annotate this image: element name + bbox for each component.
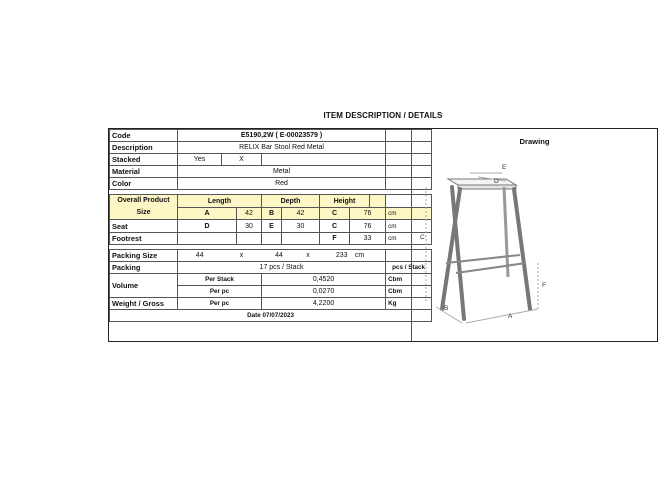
volume-per-stack-value: 0,4520 <box>262 273 386 285</box>
material-value: Metal <box>178 166 386 178</box>
row-code <box>110 130 432 142</box>
height-header: Height <box>320 195 370 208</box>
drawing-title: Drawing <box>519 137 550 146</box>
weight-label: Weight / Gross <box>110 298 178 310</box>
weight-per-pc-label: Per pc <box>178 298 262 310</box>
seat-e-value: 30 <box>282 220 320 232</box>
packing-size-length: 44 <box>178 249 222 261</box>
seat-label: Seat <box>110 220 178 232</box>
drawing-panel <box>411 129 657 341</box>
overall-unit: cm <box>386 207 432 220</box>
description-label: Description <box>110 142 178 154</box>
packing-size-width: 44 <box>262 249 297 261</box>
weight-unit: Kg <box>386 298 432 310</box>
volume-per-pc-label: Per pc <box>178 285 262 297</box>
overall-label: Overall Product Size <box>110 195 178 220</box>
row-overall-header <box>110 195 432 208</box>
row-footrest <box>110 232 432 244</box>
page-title: ITEM DESCRIPTION / DETAILS <box>323 111 443 120</box>
volume-per-stack-label: Per Stack <box>178 273 262 285</box>
depth-header: Depth <box>262 195 320 208</box>
packing-unit: pcs / Stack <box>386 261 432 273</box>
stool-drawing <box>412 159 658 329</box>
seat-e-label: E <box>262 220 282 232</box>
overall-b-value: 42 <box>282 207 320 220</box>
code-label: Code <box>110 130 178 142</box>
row-color <box>110 178 432 190</box>
drawing-label-c: C <box>420 234 425 241</box>
row-packing <box>110 261 432 273</box>
spec-table <box>109 129 432 322</box>
row-material <box>110 166 432 178</box>
row-seat <box>110 220 432 232</box>
packing-label: Packing <box>110 261 178 273</box>
drawing-label-d: D <box>494 178 499 185</box>
packing-size-unit: cm <box>350 249 370 261</box>
description-value: RELIX Bar Stool Red Metal <box>178 142 386 154</box>
color-label: Color <box>110 178 178 190</box>
row-packing-size <box>110 249 432 261</box>
seat-c-value: 76 <box>350 220 386 232</box>
packing-size-label: Packing Size <box>110 249 178 261</box>
material-label: Material <box>110 166 178 178</box>
packing-size-x2: x <box>297 249 320 261</box>
seat-unit: cm <box>386 220 432 232</box>
code-value: E5190,2W ( E-00023579 ) <box>178 130 386 142</box>
row-date <box>110 310 432 322</box>
drawing-label-a: A <box>508 313 513 320</box>
drawing-label-f: F <box>542 282 546 289</box>
footrest-f-value: 33 <box>350 232 386 244</box>
overall-a-value: 42 <box>237 207 262 220</box>
row-weight <box>110 298 432 310</box>
footrest-f-label: F <box>320 232 350 244</box>
row-description <box>110 142 432 154</box>
date-label: Date 07/07/2023 <box>110 310 432 322</box>
seat-d-value: 30 <box>237 220 262 232</box>
color-value: Red <box>178 178 386 190</box>
overall-b-label: B <box>262 207 282 220</box>
volume-per-pc-value: 0,0270 <box>262 285 386 297</box>
packing-size-x1: x <box>222 249 262 261</box>
overall-a-label: A <box>178 207 237 220</box>
volume-per-pc-unit: Cbm <box>386 285 432 297</box>
drawing-label-b: B <box>444 305 449 312</box>
seat-d-label: D <box>178 220 237 232</box>
seat-c-label: C <box>320 220 350 232</box>
drawing-label-e: E <box>502 164 507 171</box>
row-stacked <box>110 154 432 166</box>
footrest-label: Footrest <box>110 232 178 244</box>
stacked-yes: Yes <box>178 154 222 166</box>
length-header: Length <box>178 195 262 208</box>
volume-per-stack-unit: Cbm <box>386 273 432 285</box>
packing-value: 17 pcs / Stack <box>178 261 386 273</box>
row-volume-stack <box>110 273 432 285</box>
overall-c-value: 76 <box>350 207 386 220</box>
stacked-label: Stacked <box>110 154 178 166</box>
stacked-mark: X <box>222 154 262 166</box>
spec-sheet <box>108 128 658 342</box>
overall-c-label: C <box>320 207 350 220</box>
weight-value: 4,2200 <box>262 298 386 310</box>
footrest-unit: cm <box>386 232 432 244</box>
volume-label: Volume <box>110 273 178 297</box>
packing-size-height: 233 <box>320 249 350 261</box>
